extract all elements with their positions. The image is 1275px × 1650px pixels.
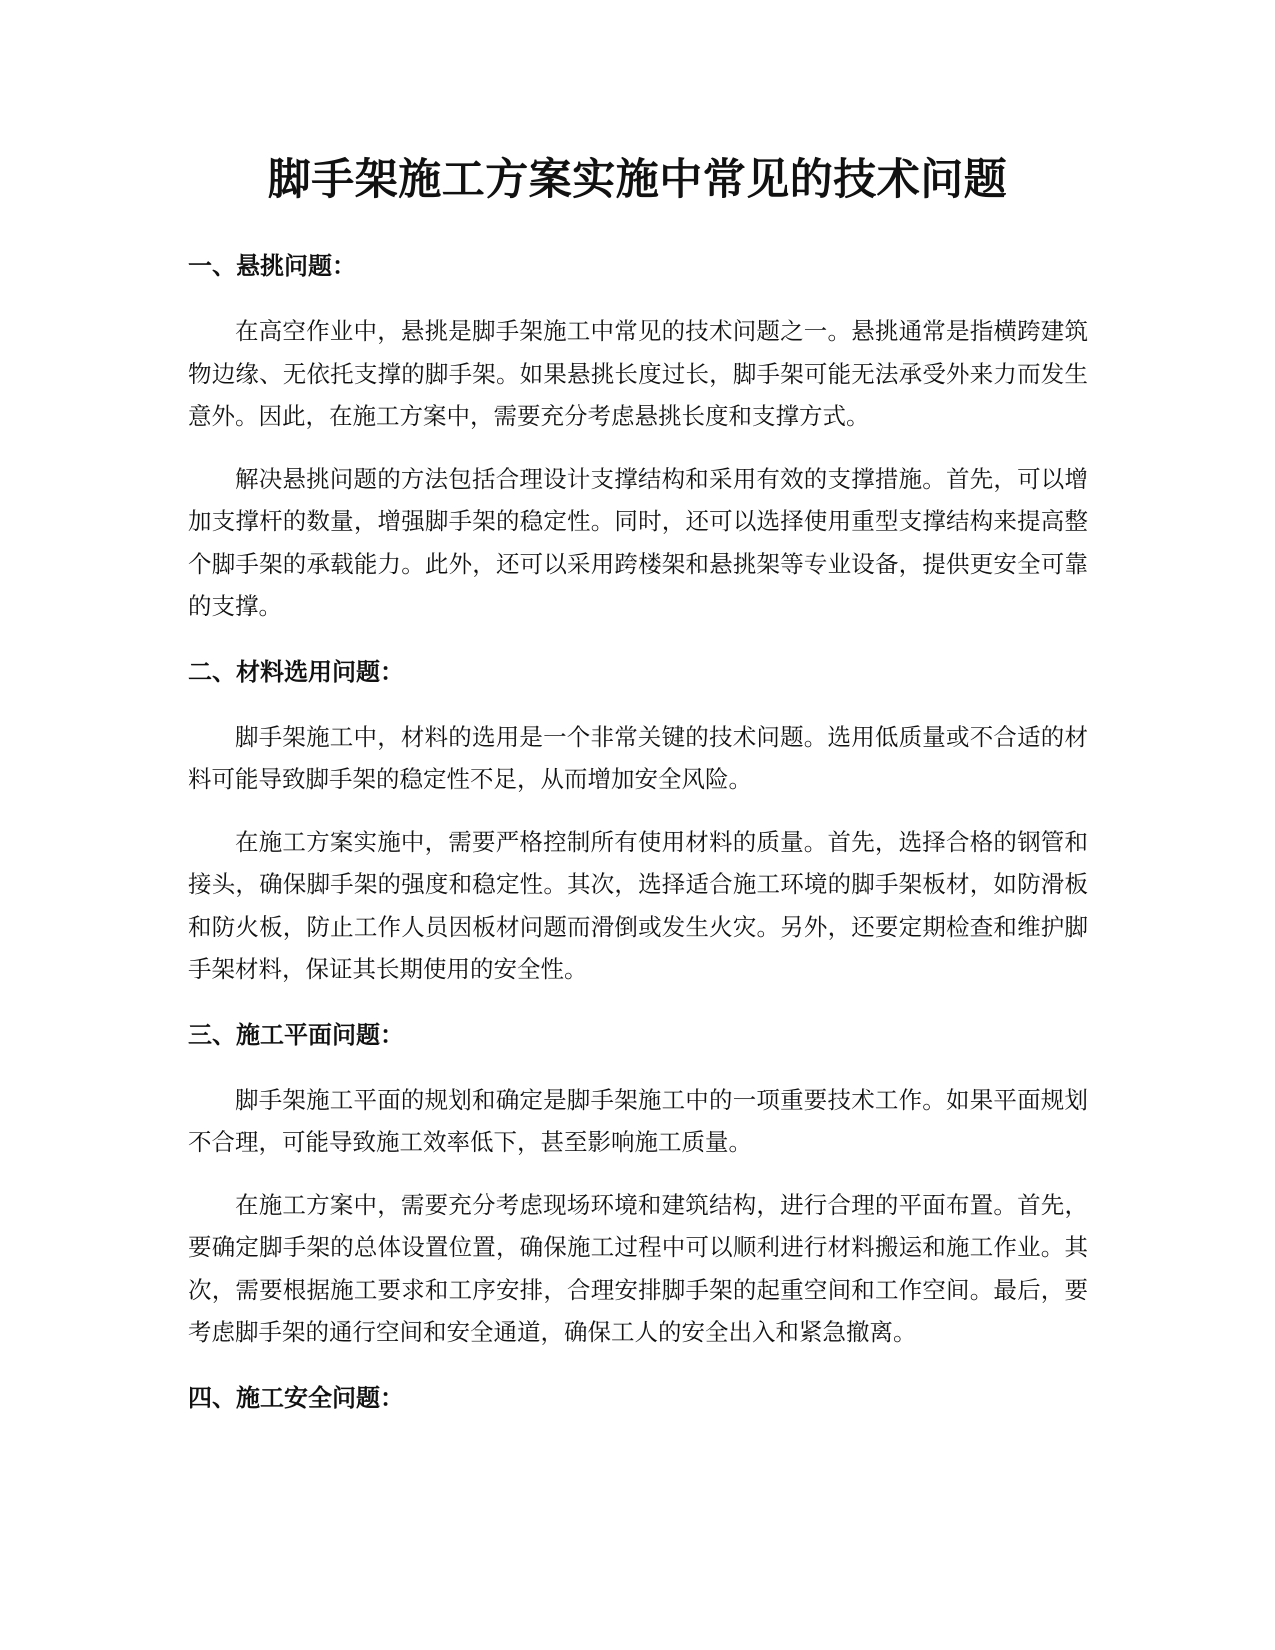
section-heading: 二、材料选用问题： — [188, 657, 404, 686]
document-body — [188, 248, 1088, 1442]
document-title: 脚手架施工方案实施中常见的技术问题 — [267, 155, 1008, 205]
section-safety — [188, 1380, 1088, 1416]
section-layout-plan — [188, 1017, 1088, 1354]
paragraph: 脚手架施工平面的规划和确定是脚手架施工中的一项重要技术工作。如果平面规划不合理，可能导致施工效率低下，甚至影响施工质量。 — [188, 1085, 1088, 1156]
section-heading: 三、施工平面问题： — [188, 1020, 404, 1049]
section-cantilever — [188, 248, 1088, 628]
paragraph: 解决悬挑问题的方法包括合理设计支撑结构和采用有效的支撑措施。首先，可以增加支撑杆的数量，增强脚手架的稳定性。同时，还可以选择使用重型支撑结构来提高整个脚手架的承载能力。此外，还可以采用跨楼架和悬挑架等专业设备，提供更安全可靠的支撑。 — [188, 464, 1088, 620]
section-heading: 一、悬挑问题： — [188, 252, 356, 280]
paragraph: 在高空作业中，悬挑是脚手架施工中常见的技术问题之一。悬挑通常是指横跨建筑物边缘、无依托支撑的脚手架。如果悬挑长度过长，脚手架可能无法承受外来力而发生意外。因此，在施工方案中，需要充分考虑悬挑长度和支撑方式。 — [188, 317, 1088, 430]
paragraph: 脚手架施工中，材料的选用是一个非常关键的技术问题。选用低质量或不合适的材料可能导致脚手架的稳定性不足，从而增加安全风险。 — [188, 722, 1088, 793]
section-materials — [188, 654, 1088, 991]
section-heading: 四、施工安全问题： — [188, 1383, 404, 1412]
paragraph: 在施工方案中，需要充分考虑现场环境和建筑结构，进行合理的平面布置。首先，要确定脚手架的总体设置位置，确保施工过程中可以顺利进行材料搬运和施工作业。其次，需要根据施工要求和工序安排，合理安排脚手架的起重空间和工作空间。最后，要考虑脚手架的通行空间和安全通道，确保工人的安全出入和紧急撤离。 — [188, 1190, 1088, 1346]
paragraph: 在施工方案实施中，需要严格控制所有使用材料的质量。首先，选择合格的钢管和接头，确保脚手架的强度和稳定性。其次，选择适合施工环境的脚手架板材，如防滑板和防火板，防止工作人员因板材问题而滑倒或发生火灾。另外，还要定期检查和维护脚手架材料，保证其长期使用的安全性。 — [188, 827, 1088, 983]
